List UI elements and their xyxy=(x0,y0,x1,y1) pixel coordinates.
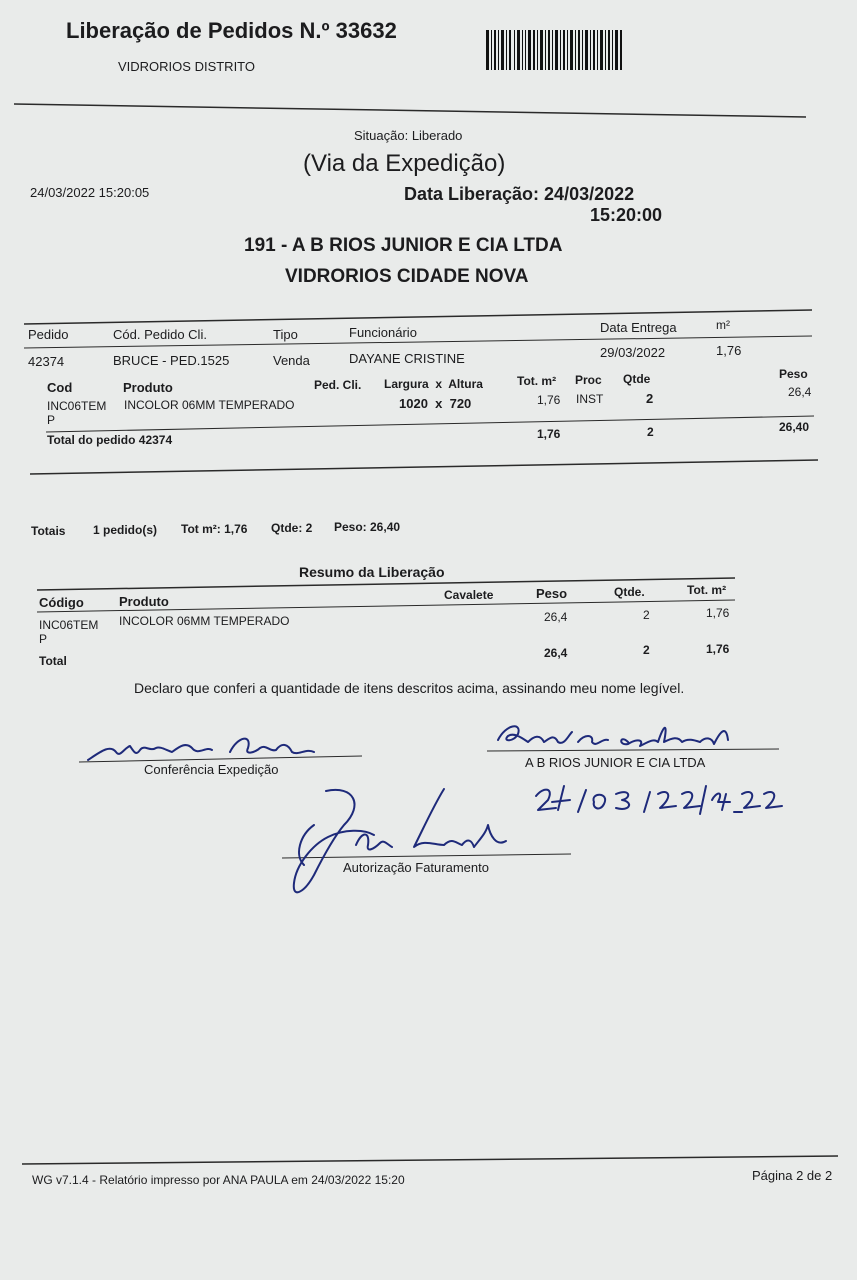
summary-total-label: Total xyxy=(39,654,67,668)
item-col-ped-cli: Ped. Cli. xyxy=(314,378,362,392)
item-qtde: 2 xyxy=(646,391,654,406)
liberacao-date: Data Liberação: 24/03/2022 xyxy=(404,184,635,204)
col-pedido: Pedido xyxy=(28,327,69,342)
order-total-m2: 1,76 xyxy=(537,427,561,441)
summary-peso: 26,4 xyxy=(544,610,568,624)
summary-col-qtde: Qtde. xyxy=(614,585,645,599)
value-cod-pedido-cli: BRUCE - PED.1525 xyxy=(113,353,230,368)
summary-col-codigo: Código xyxy=(39,595,84,610)
item-col-tot-m2: Tot. m² xyxy=(517,374,557,388)
signature-autorizacao xyxy=(284,765,524,905)
totals-peso: Peso: 26,40 xyxy=(334,520,401,534)
client-store: VIDRORIOS CIDADE NOVA xyxy=(285,266,529,287)
footer-page: Página 2 de 2 xyxy=(752,1168,833,1183)
summary-codigo-line1: INC06TEM xyxy=(39,618,99,632)
item-peso: 26,4 xyxy=(788,385,812,399)
order-total-label: Total do pedido 42374 xyxy=(47,433,173,447)
totals-qtde: Qtde: 2 xyxy=(271,521,313,535)
signature-date xyxy=(520,776,790,826)
item-cod-line1: INC06TEM xyxy=(47,399,107,413)
order-total-qtde: 2 xyxy=(647,425,654,439)
signature-cliente xyxy=(488,712,748,758)
liberacao-time: 15:20:00 xyxy=(590,205,663,225)
client-name: 191 - A B RIOS JUNIOR E CIA LTDA xyxy=(244,235,563,256)
summary-produto: INCOLOR 06MM TEMPERADO xyxy=(119,614,290,628)
summary-total-qtde: 2 xyxy=(643,643,650,657)
totals-tot-m2: Tot m²: 1,76 xyxy=(181,522,248,536)
item-col-produto: Produto xyxy=(123,380,173,395)
summary-title: Resumo da Liberação xyxy=(299,564,445,580)
col-data-entrega: Data Entrega xyxy=(600,320,677,335)
summary-col-cavalete: Cavalete xyxy=(444,588,494,602)
footer-rule xyxy=(0,1150,857,1170)
value-pedido: 42374 xyxy=(28,354,65,369)
summary-tot-m2: 1,76 xyxy=(706,606,730,620)
summary-col-tot-m2: Tot. m² xyxy=(687,583,727,597)
summary-qtde: 2 xyxy=(643,608,650,622)
print-datetime: 24/03/2022 15:20:05 xyxy=(30,185,150,200)
label-conferencia: Conferência Expedição xyxy=(144,762,279,777)
footer-printed-by: WG v7.1.4 - Relatório impresso por ANA PAULA em 24/03/2022 15:20 xyxy=(32,1173,405,1187)
col-tipo: Tipo xyxy=(273,327,298,342)
item-col-cod: Cod xyxy=(47,380,73,395)
document-title: Liberação de Pedidos N.º 33632 xyxy=(66,18,397,43)
summary-col-produto: Produto xyxy=(119,594,169,609)
summary-total-tot-m2: 1,76 xyxy=(706,642,730,656)
value-data-entrega: 29/03/2022 xyxy=(600,345,666,360)
value-funcionario: DAYANE CRISTINE xyxy=(349,351,465,366)
totals-label: Totais xyxy=(31,524,66,538)
value-tipo: Venda xyxy=(273,353,310,368)
item-cod-line2: P xyxy=(47,413,56,427)
via-label: (Via da Expedição) xyxy=(303,150,506,177)
summary-total-peso: 26,4 xyxy=(544,646,568,660)
col-funcionario: Funcionário xyxy=(349,325,417,340)
order-total-peso: 26,40 xyxy=(779,420,810,434)
item-dimensions: 1020 x 720 xyxy=(399,396,472,411)
situacao: Situação: Liberado xyxy=(354,128,463,143)
summary-codigo-line2: P xyxy=(39,632,48,646)
label-cliente: A B RIOS JUNIOR E CIA LTDA xyxy=(525,755,706,770)
item-tot-m2: 1,76 xyxy=(537,393,561,407)
summary-col-peso: Peso xyxy=(536,586,568,601)
item-proc: INST xyxy=(576,392,604,406)
item-col-proc: Proc xyxy=(575,373,602,387)
item-produto: INCOLOR 06MM TEMPERADO xyxy=(124,398,295,412)
declaration: Declaro que conferi a quantidade de itens descritos acima, assinando meu nome legível. xyxy=(134,680,685,696)
item-col-dimensions: Largura x Altura xyxy=(384,377,483,391)
item-col-peso: Peso xyxy=(779,367,808,381)
label-autorizacao: Autorização Faturamento xyxy=(343,860,489,875)
header-rule xyxy=(0,0,857,140)
col-cod-pedido-cli: Cód. Pedido Cli. xyxy=(113,327,207,342)
col-m2: m² xyxy=(716,318,730,332)
item-col-qtde: Qtde xyxy=(623,372,651,386)
company-name: VIDRORIOS DISTRITO xyxy=(118,59,255,74)
totals-pedidos: 1 pedido(s) xyxy=(93,523,158,537)
value-m2: 1,76 xyxy=(716,343,742,358)
